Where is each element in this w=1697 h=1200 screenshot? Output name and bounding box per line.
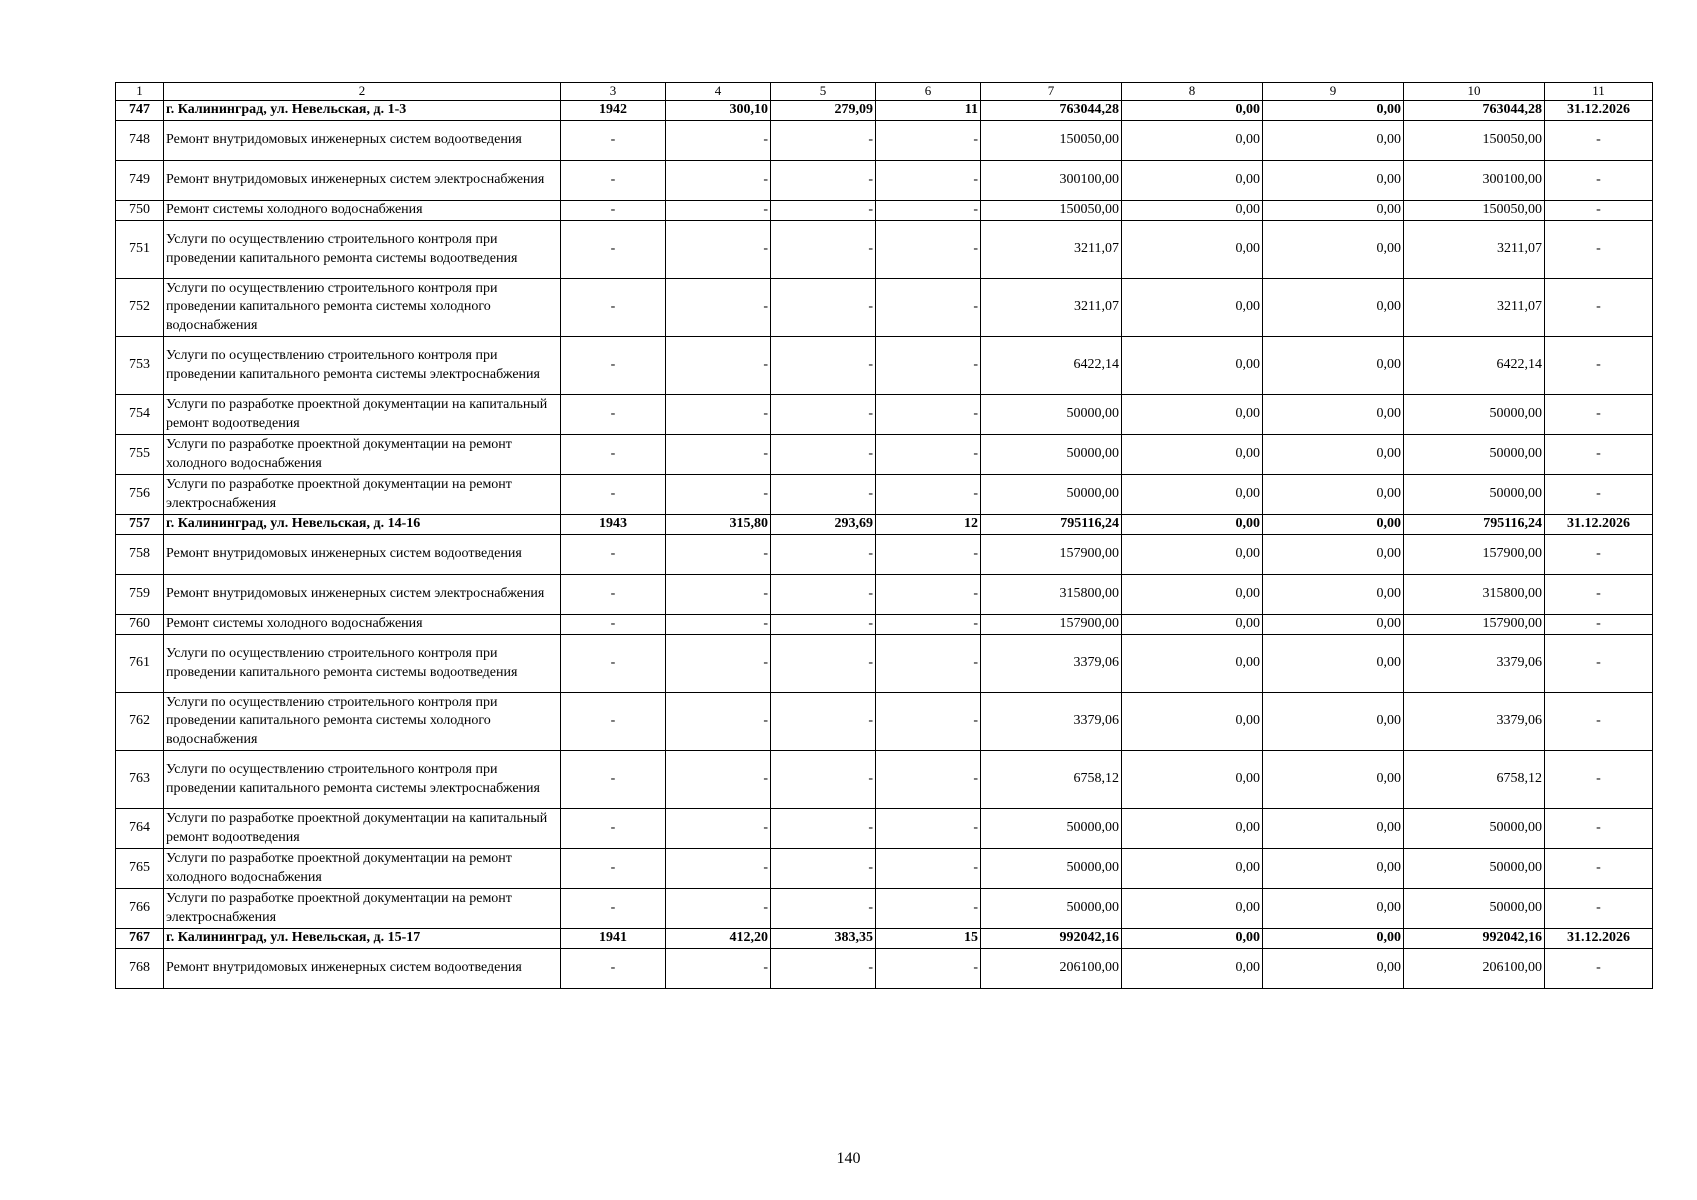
- row-col10: 50000,00: [1404, 395, 1545, 435]
- row-col11: -: [1545, 435, 1653, 475]
- row-col10: 3211,07: [1404, 279, 1545, 337]
- header-cell: 7: [981, 83, 1122, 101]
- row-col9: 0,00: [1263, 279, 1404, 337]
- row-col5: -: [771, 949, 876, 989]
- row-col11: -: [1545, 201, 1653, 221]
- row-col3: -: [561, 849, 666, 889]
- row-col6: -: [876, 221, 981, 279]
- row-col8: 0,00: [1122, 515, 1263, 535]
- page-number: 140: [836, 1150, 861, 1167]
- row-col8: 0,00: [1122, 949, 1263, 989]
- row-name: Услуги по разработке проектной документации на ремонт электроснабжения: [164, 889, 561, 929]
- row-col10: 315800,00: [1404, 575, 1545, 615]
- row-col4: -: [666, 337, 771, 395]
- row-col4: -: [666, 849, 771, 889]
- row-col11: 31.12.2026: [1545, 515, 1653, 535]
- row-col4: -: [666, 221, 771, 279]
- row-col4: 315,80: [666, 515, 771, 535]
- row-col3: 1941: [561, 929, 666, 949]
- table-row: [116, 535, 1653, 575]
- row-col5: -: [771, 809, 876, 849]
- row-col3: 1943: [561, 515, 666, 535]
- row-col5: -: [771, 693, 876, 751]
- row-col4: 412,20: [666, 929, 771, 949]
- table-row: [116, 337, 1653, 395]
- row-col10: 992042,16: [1404, 929, 1545, 949]
- header-cell: 5: [771, 83, 876, 101]
- row-col3: -: [561, 615, 666, 635]
- row-col9: 0,00: [1263, 101, 1404, 121]
- row-col7: 6758,12: [981, 751, 1122, 809]
- table-row: [116, 949, 1653, 989]
- row-col3: -: [561, 475, 666, 515]
- row-col7: 50000,00: [981, 435, 1122, 475]
- row-col4: -: [666, 535, 771, 575]
- row-col3: -: [561, 161, 666, 201]
- row-name: Ремонт внутридомовых инженерных систем водоотведения: [164, 535, 561, 575]
- row-col8: 0,00: [1122, 475, 1263, 515]
- row-col10: 6422,14: [1404, 337, 1545, 395]
- table-row: [116, 849, 1653, 889]
- row-number: 761: [116, 635, 164, 693]
- row-col6: -: [876, 435, 981, 475]
- table-row-address: [116, 929, 1653, 949]
- row-name: Ремонт системы холодного водоснабжения: [164, 615, 561, 635]
- row-col9: 0,00: [1263, 201, 1404, 221]
- row-number: 755: [116, 435, 164, 475]
- header-cell: 2: [164, 83, 561, 101]
- row-name: Услуги по разработке проектной документации на ремонт холодного водоснабжения: [164, 849, 561, 889]
- row-col3: -: [561, 535, 666, 575]
- row-col9: 0,00: [1263, 475, 1404, 515]
- row-col5: -: [771, 221, 876, 279]
- row-col3: -: [561, 221, 666, 279]
- row-col6: -: [876, 889, 981, 929]
- table-row: [116, 121, 1653, 161]
- row-col5: 383,35: [771, 929, 876, 949]
- row-col4: -: [666, 949, 771, 989]
- row-col5: -: [771, 121, 876, 161]
- row-col6: -: [876, 949, 981, 989]
- row-col9: 0,00: [1263, 751, 1404, 809]
- row-col7: 992042,16: [981, 929, 1122, 949]
- row-name: Услуги по разработке проектной документации на капитальный ремонт водоотведения: [164, 395, 561, 435]
- row-number: 754: [116, 395, 164, 435]
- row-col9: 0,00: [1263, 515, 1404, 535]
- row-col6: -: [876, 475, 981, 515]
- row-col6: -: [876, 121, 981, 161]
- table-row: [116, 279, 1653, 337]
- row-col11: -: [1545, 693, 1653, 751]
- table-row: [116, 201, 1653, 221]
- row-col4: -: [666, 635, 771, 693]
- row-col5: -: [771, 475, 876, 515]
- row-name: Ремонт системы холодного водоснабжения: [164, 201, 561, 221]
- row-col8: 0,00: [1122, 575, 1263, 615]
- row-col7: 6422,14: [981, 337, 1122, 395]
- row-col8: 0,00: [1122, 201, 1263, 221]
- row-col8: 0,00: [1122, 535, 1263, 575]
- row-col10: 50000,00: [1404, 809, 1545, 849]
- row-col7: 3211,07: [981, 279, 1122, 337]
- row-col11: -: [1545, 161, 1653, 201]
- row-col5: -: [771, 435, 876, 475]
- table-row: [116, 615, 1653, 635]
- row-col8: 0,00: [1122, 693, 1263, 751]
- row-col3: -: [561, 751, 666, 809]
- row-col5: -: [771, 615, 876, 635]
- row-number: 759: [116, 575, 164, 615]
- row-col4: -: [666, 161, 771, 201]
- row-number: 764: [116, 809, 164, 849]
- row-number: 753: [116, 337, 164, 395]
- row-number: 762: [116, 693, 164, 751]
- row-number: 758: [116, 535, 164, 575]
- row-col6: -: [876, 395, 981, 435]
- row-col5: 279,09: [771, 101, 876, 121]
- row-col7: 150050,00: [981, 201, 1122, 221]
- row-name: Услуги по разработке проектной документации на ремонт холодного водоснабжения: [164, 435, 561, 475]
- row-col8: 0,00: [1122, 337, 1263, 395]
- row-col4: -: [666, 395, 771, 435]
- row-col11: -: [1545, 121, 1653, 161]
- row-name: г. Калининград, ул. Невельская, д. 14-16: [164, 515, 561, 535]
- table-row: [116, 751, 1653, 809]
- row-col9: 0,00: [1263, 575, 1404, 615]
- row-col8: 0,00: [1122, 101, 1263, 121]
- row-col3: -: [561, 889, 666, 929]
- row-col5: -: [771, 535, 876, 575]
- row-col9: 0,00: [1263, 337, 1404, 395]
- row-number: 766: [116, 889, 164, 929]
- row-col11: -: [1545, 575, 1653, 615]
- row-number: 763: [116, 751, 164, 809]
- row-col7: 50000,00: [981, 809, 1122, 849]
- row-col5: -: [771, 161, 876, 201]
- row-col5: -: [771, 889, 876, 929]
- row-col3: -: [561, 395, 666, 435]
- header-cell: 9: [1263, 83, 1404, 101]
- row-name: Ремонт внутридомовых инженерных систем водоотведения: [164, 949, 561, 989]
- row-col7: 315800,00: [981, 575, 1122, 615]
- row-name: Услуги по осуществлению строительного контроля при проведении капитального ремонта системы холодного водоснабжения: [164, 693, 561, 751]
- row-col11: -: [1545, 849, 1653, 889]
- table-row: [116, 635, 1653, 693]
- row-number: 765: [116, 849, 164, 889]
- row-col5: -: [771, 279, 876, 337]
- row-col9: 0,00: [1263, 435, 1404, 475]
- row-col10: 3211,07: [1404, 221, 1545, 279]
- row-col9: 0,00: [1263, 535, 1404, 575]
- row-col10: 150050,00: [1404, 121, 1545, 161]
- row-col4: 300,10: [666, 101, 771, 121]
- row-col6: -: [876, 279, 981, 337]
- row-number: 747: [116, 101, 164, 121]
- row-name: Услуги по разработке проектной документации на ремонт электроснабжения: [164, 475, 561, 515]
- row-col7: 3379,06: [981, 635, 1122, 693]
- row-col8: 0,00: [1122, 615, 1263, 635]
- row-col9: 0,00: [1263, 615, 1404, 635]
- row-col3: -: [561, 635, 666, 693]
- row-col3: 1942: [561, 101, 666, 121]
- row-col7: 150050,00: [981, 121, 1122, 161]
- row-number: 767: [116, 929, 164, 949]
- header-cell: 8: [1122, 83, 1263, 101]
- row-number: 760: [116, 615, 164, 635]
- table-row: [116, 693, 1653, 751]
- row-name: Услуги по осуществлению строительного контроля при проведении капитального ремонта системы электроснабжения: [164, 751, 561, 809]
- header-cell: 11: [1545, 83, 1653, 101]
- header-cell: 1: [116, 83, 164, 101]
- row-col4: -: [666, 615, 771, 635]
- row-col5: -: [771, 201, 876, 221]
- row-col9: 0,00: [1263, 161, 1404, 201]
- row-col9: 0,00: [1263, 949, 1404, 989]
- row-name: Услуги по осуществлению строительного контроля при проведении капитального ремонта системы электроснабжения: [164, 337, 561, 395]
- table-row: [116, 889, 1653, 929]
- row-col6: 11: [876, 101, 981, 121]
- row-col5: -: [771, 395, 876, 435]
- row-col3: -: [561, 575, 666, 615]
- row-number: 752: [116, 279, 164, 337]
- row-col8: 0,00: [1122, 435, 1263, 475]
- row-col6: -: [876, 337, 981, 395]
- row-col6: -: [876, 693, 981, 751]
- row-col11: -: [1545, 279, 1653, 337]
- table-row: [116, 161, 1653, 201]
- row-col4: -: [666, 809, 771, 849]
- row-col9: 0,00: [1263, 889, 1404, 929]
- row-col10: 763044,28: [1404, 101, 1545, 121]
- row-col8: 0,00: [1122, 395, 1263, 435]
- row-col11: -: [1545, 751, 1653, 809]
- table-row: [116, 395, 1653, 435]
- table-row: [116, 475, 1653, 515]
- row-col10: 3379,06: [1404, 693, 1545, 751]
- row-col11: -: [1545, 337, 1653, 395]
- row-col11: -: [1545, 535, 1653, 575]
- row-col6: -: [876, 535, 981, 575]
- row-number: 756: [116, 475, 164, 515]
- row-col11: -: [1545, 949, 1653, 989]
- row-col4: -: [666, 201, 771, 221]
- row-col4: -: [666, 889, 771, 929]
- row-col7: 3211,07: [981, 221, 1122, 279]
- row-col9: 0,00: [1263, 395, 1404, 435]
- row-name: Услуги по осуществлению строительного контроля при проведении капитального ремонта системы водоотведения: [164, 635, 561, 693]
- row-col4: -: [666, 575, 771, 615]
- row-col5: -: [771, 849, 876, 889]
- row-col9: 0,00: [1263, 929, 1404, 949]
- row-col11: -: [1545, 809, 1653, 849]
- row-col8: 0,00: [1122, 635, 1263, 693]
- row-col10: 157900,00: [1404, 615, 1545, 635]
- row-number: 757: [116, 515, 164, 535]
- row-name: Услуги по осуществлению строительного контроля при проведении капитального ремонта системы водоотведения: [164, 221, 561, 279]
- row-col4: -: [666, 751, 771, 809]
- row-col10: 50000,00: [1404, 475, 1545, 515]
- row-col7: 795116,24: [981, 515, 1122, 535]
- row-col8: 0,00: [1122, 279, 1263, 337]
- row-col8: 0,00: [1122, 889, 1263, 929]
- row-name: Ремонт внутридомовых инженерных систем водоотведения: [164, 121, 561, 161]
- row-col8: 0,00: [1122, 929, 1263, 949]
- row-col11: -: [1545, 635, 1653, 693]
- row-col10: 3379,06: [1404, 635, 1545, 693]
- row-col3: -: [561, 809, 666, 849]
- row-col8: 0,00: [1122, 161, 1263, 201]
- row-col11: -: [1545, 395, 1653, 435]
- row-col4: -: [666, 475, 771, 515]
- row-col5: -: [771, 635, 876, 693]
- row-name: Ремонт внутридомовых инженерных систем электроснабжения: [164, 575, 561, 615]
- row-col3: -: [561, 949, 666, 989]
- row-name: г. Калининград, ул. Невельская, д. 1-3: [164, 101, 561, 121]
- row-col7: 50000,00: [981, 889, 1122, 929]
- row-col6: -: [876, 575, 981, 615]
- row-col6: -: [876, 809, 981, 849]
- row-col10: 300100,00: [1404, 161, 1545, 201]
- row-col7: 157900,00: [981, 535, 1122, 575]
- row-col11: -: [1545, 221, 1653, 279]
- works-table: [115, 82, 1653, 989]
- row-col11: 31.12.2026: [1545, 101, 1653, 121]
- row-col4: -: [666, 121, 771, 161]
- row-col7: 206100,00: [981, 949, 1122, 989]
- row-col10: 50000,00: [1404, 435, 1545, 475]
- row-col4: -: [666, 435, 771, 475]
- row-col10: 206100,00: [1404, 949, 1545, 989]
- row-col8: 0,00: [1122, 849, 1263, 889]
- row-col6: 12: [876, 515, 981, 535]
- row-col10: 150050,00: [1404, 201, 1545, 221]
- table-row-address: [116, 515, 1653, 535]
- row-col3: -: [561, 435, 666, 475]
- row-col10: 157900,00: [1404, 535, 1545, 575]
- row-col7: 3379,06: [981, 693, 1122, 751]
- row-col8: 0,00: [1122, 221, 1263, 279]
- row-col4: -: [666, 279, 771, 337]
- row-col10: 50000,00: [1404, 849, 1545, 889]
- row-col5: -: [771, 337, 876, 395]
- row-col11: -: [1545, 615, 1653, 635]
- row-col6: -: [876, 849, 981, 889]
- row-col3: -: [561, 337, 666, 395]
- row-col6: -: [876, 161, 981, 201]
- row-number: 748: [116, 121, 164, 161]
- row-col10: 795116,24: [1404, 515, 1545, 535]
- row-col10: 50000,00: [1404, 889, 1545, 929]
- table-header-row: [116, 83, 1653, 101]
- row-col6: -: [876, 615, 981, 635]
- header-cell: 10: [1404, 83, 1545, 101]
- row-col9: 0,00: [1263, 221, 1404, 279]
- row-col4: -: [666, 693, 771, 751]
- row-col5: -: [771, 751, 876, 809]
- row-col9: 0,00: [1263, 121, 1404, 161]
- row-col6: -: [876, 751, 981, 809]
- table-row: [116, 221, 1653, 279]
- row-col3: -: [561, 693, 666, 751]
- row-col3: -: [561, 121, 666, 161]
- row-col6: -: [876, 201, 981, 221]
- row-col10: 6758,12: [1404, 751, 1545, 809]
- row-col5: 293,69: [771, 515, 876, 535]
- row-col7: 50000,00: [981, 475, 1122, 515]
- table-row: [116, 575, 1653, 615]
- row-col9: 0,00: [1263, 849, 1404, 889]
- row-number: 768: [116, 949, 164, 989]
- row-col11: -: [1545, 889, 1653, 929]
- row-col3: -: [561, 201, 666, 221]
- row-col3: -: [561, 279, 666, 337]
- row-col6: 15: [876, 929, 981, 949]
- table-row: [116, 809, 1653, 849]
- row-number: 750: [116, 201, 164, 221]
- row-col9: 0,00: [1263, 693, 1404, 751]
- row-name: Ремонт внутридомовых инженерных систем электроснабжения: [164, 161, 561, 201]
- row-number: 751: [116, 221, 164, 279]
- header-cell: 3: [561, 83, 666, 101]
- row-col8: 0,00: [1122, 751, 1263, 809]
- row-number: 749: [116, 161, 164, 201]
- row-name: Услуги по разработке проектной документации на капитальный ремонт водоотведения: [164, 809, 561, 849]
- row-col8: 0,00: [1122, 121, 1263, 161]
- row-col7: 50000,00: [981, 395, 1122, 435]
- table-row: [116, 435, 1653, 475]
- row-col9: 0,00: [1263, 635, 1404, 693]
- row-col11: -: [1545, 475, 1653, 515]
- row-col7: 50000,00: [981, 849, 1122, 889]
- row-col9: 0,00: [1263, 809, 1404, 849]
- row-col7: 157900,00: [981, 615, 1122, 635]
- row-col6: -: [876, 635, 981, 693]
- table-row-address: [116, 101, 1653, 121]
- header-cell: 6: [876, 83, 981, 101]
- row-col7: 763044,28: [981, 101, 1122, 121]
- row-col8: 0,00: [1122, 809, 1263, 849]
- row-name: Услуги по осуществлению строительного контроля при проведении капитального ремонта системы холодного водоснабжения: [164, 279, 561, 337]
- row-col7: 300100,00: [981, 161, 1122, 201]
- row-col11: 31.12.2026: [1545, 929, 1653, 949]
- row-col5: -: [771, 575, 876, 615]
- header-cell: 4: [666, 83, 771, 101]
- row-name: г. Калининград, ул. Невельская, д. 15-17: [164, 929, 561, 949]
